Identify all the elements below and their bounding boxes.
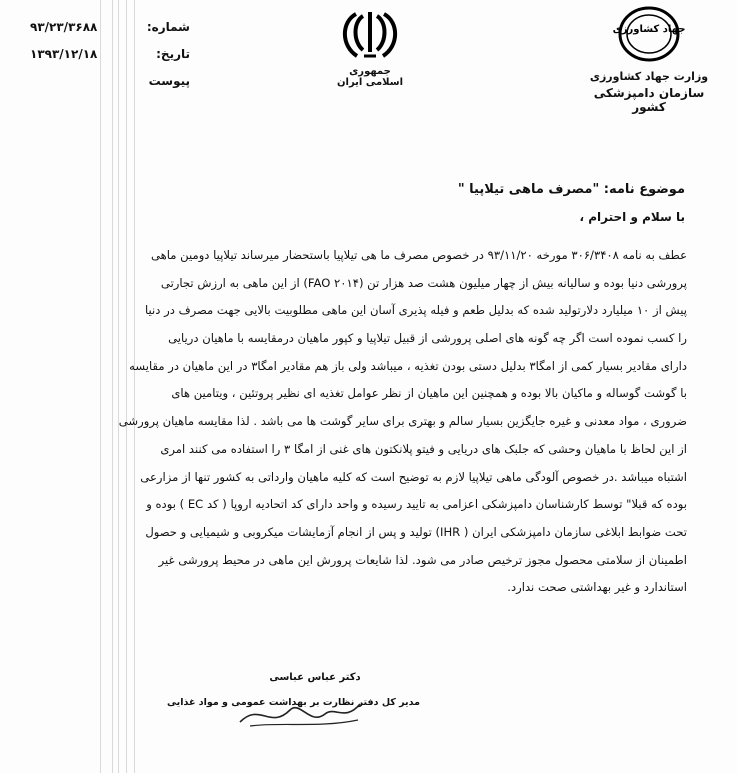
- body-line: اشتباه میباشد .در خصوص آلودگی ماهی تیلاپیا لازم به توضیح است که کلیه ماهیان وارداتی به کشور تنها از مزارعی: [140, 469, 687, 484]
- number-value: ۹۳/۲۳/۳۶۸۸: [30, 20, 98, 34]
- ministry-name: وزارت جهاد کشاورزی: [589, 70, 709, 83]
- body-line: پرورشی دنیا بوده و سالیانه بیش از چهار میلیون هشت صد هزار تن (FAO ۲۰۱۴) از این ماهی به ارزش تجارتی: [160, 275, 687, 290]
- date-label: تاریخ:: [156, 47, 190, 61]
- letter-date-row: [30, 39, 190, 66]
- attachment-row: [30, 66, 190, 93]
- body-line: با گوشت گوساله و ماکیان بالا بوده و همچنین این ماهیان از نظر عوامل تغذیه ای نظیر پروتئین ، ویتامین های: [171, 386, 687, 401]
- emblem-caption: جمهوری اسلامی ایران: [336, 66, 403, 88]
- signature-block: [167, 672, 420, 708]
- body-line: بوده که قبلا" توسط کارشناسان دامپزشکی اعزامی به تایید رسیده و واحد دارای کد اتحادیه اروپا ( کد EC ) بوده و: [146, 497, 687, 512]
- body-line: پیش از ۱۰ میلیارد دلارتولید شده که بدلیل طعم و فیله پذیری آسان این ماهی مطلوبیت بالایی جهت مصرف در دنیا: [145, 303, 687, 318]
- letter-body: [47, 242, 687, 602]
- body-line: ضروری ، مواد معدنی و غیره جایگزین بسیار سالم و بهتری برای سایر گوشت ها می باشد . لذا مقایسه ماهیان پرورشی: [118, 414, 687, 429]
- signatory-title: مدیر کل دفتر نظارت بر بهداشت عمومی و مواد غذایی: [167, 697, 420, 708]
- letter-subject: موضوع نامه: "مصرف ماهی تیلاپیا ": [457, 182, 685, 197]
- ministry-header: [579, 6, 719, 114]
- signatory-name: دکتر عباس عباسی: [269, 672, 361, 683]
- letter-greeting: با سلام و احترام ،: [579, 210, 685, 224]
- handwritten-signature: [230, 692, 370, 732]
- letter-meta: [30, 12, 190, 93]
- ministry-logo: [612, 6, 686, 62]
- date-value: ۱۳۹۳/۱۲/۱۸: [30, 47, 98, 61]
- attachment-label: پیوست: [148, 74, 190, 88]
- body-line: دارای مقادیر بسیار کمی از امگا۳ بدلیل دستی بودن تغذیه ، میباشد ولی باز هم مقادیر امگا۳ در این ماهیان در مقایسه: [129, 358, 687, 373]
- letter-number-row: [30, 12, 190, 39]
- body-line: را کسب نموده است اگر چه گونه های اصلی پرورشی از قبیل تیلاپیا و کپور ماهیان درمقایسه با ماهیان دریایی: [168, 331, 687, 346]
- number-label: شماره:: [146, 20, 190, 34]
- body-line: از این لحاظ با ماهیان وحشی که جلبک های دریایی و فیتو پلانکتون های غنی از امگا ۳ را استفاده می کنند امری: [160, 441, 687, 456]
- emblem-icon: [341, 8, 399, 62]
- ministry-logo-text: جهاد کشاورزی: [612, 24, 686, 35]
- body-line: عطف به نامه ۳۰۶/۳۴۰۸ مورخه ۹۳/۱۱/۲۰ در خصوص مصرف ما هی تیلاپیا باستحضار میرساند تیلاپیا دومین ماهی: [150, 248, 687, 262]
- iran-emblem: [330, 8, 410, 88]
- body-line: تحت ضوابط ابلاغی سازمان دامپزشکی ایران ( IHR) تولید و پس از انجام آزمایشات میکروبی و شیمیایی و حصول: [145, 524, 687, 539]
- body-line: اطمینان از سلامتی محصول مجوز ترخیص صادر می شود. لذا شایعات پرورش این ماهی در محیط پرورشی غیر: [158, 552, 687, 567]
- organization-name: سازمان دامپزشکی کشور: [593, 86, 705, 114]
- body-line: استاندارد و غیر بهداشتی صحت ندارد.: [507, 580, 687, 595]
